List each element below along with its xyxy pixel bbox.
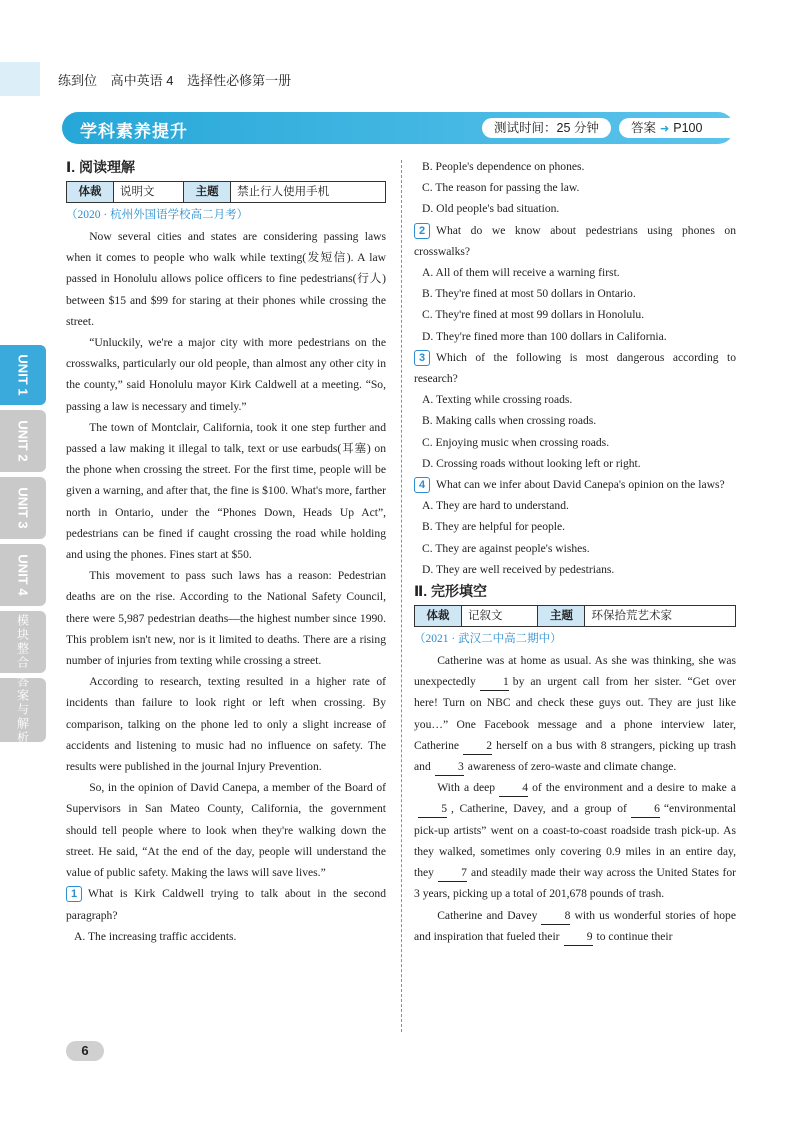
passage-paragraph: So, in the opinion of David Canepa, a member of the Board of Supervisors in San Mateo County, California, the government should tell people where to look when they're walking down the street. He said, “At the end of the day, people will understand the value of public safety. Making the laws will save lives.” — [66, 781, 386, 880]
cloze-text: and steadily made their way across the United States for 3 years, picking up a total of 201,678 pounds of trash. — [414, 866, 736, 901]
side-tab-label: UNIT 2 — [15, 420, 31, 462]
cloze-blank[interactable]: 2 — [463, 738, 492, 755]
question-stem: What is Kirk Caldwell trying to talk about in the second paragraph? — [66, 887, 386, 922]
side-tab-label: 模块整合 — [15, 614, 30, 670]
question-number: 3 — [414, 350, 430, 366]
cloze-blank[interactable]: 7 — [438, 865, 467, 882]
passage-paragraph: Now several cities and states are considering passing laws when it comes to people who walk while texting(发短信). A law passed in Honolulu allows police officers to fine pedestrians(行人) between $15 and $99 for staring at their phones while crossing the street. — [66, 230, 386, 328]
passage-paragraph: According to research, texting resulted in a higher rate of incidents than failure to look right or left when crossing. By comparison, talking on the phone led to only a slight increase of accidents and listening to music had no influence on safety. The results were published in the journal Injury Prevention. — [66, 675, 386, 774]
banner-title: 学科素养提升 — [80, 122, 188, 141]
cloze-paragraph — [414, 777, 736, 904]
left-column — [66, 156, 386, 947]
cloze-paragraph — [414, 650, 736, 777]
running-header — [58, 70, 301, 89]
header-color-block — [0, 62, 40, 96]
part2-meta-table — [414, 605, 736, 627]
cloze-text: of the environment and a desire to make a — [532, 781, 737, 795]
cloze-blank[interactable]: 1 — [480, 674, 509, 691]
course-name: 高中英语 4 — [110, 73, 174, 88]
answer-label: 答案 — [631, 121, 657, 135]
question-stem: What do we know about pedestrians using phones on crosswalks? — [414, 223, 736, 258]
cloze-text: Catherine and Davey — [437, 908, 538, 922]
option[interactable]: D. They're fined more than 100 dollars in California. — [422, 329, 667, 343]
option[interactable]: C. They're fined at most 99 dollars in Honolulu. — [422, 308, 645, 322]
side-tab-unit-3[interactable] — [0, 477, 46, 539]
part1-source: （2020 · 杭州外国语学校高二月考） — [66, 209, 249, 221]
option[interactable]: C. Enjoying music when crossing roads. — [422, 435, 610, 449]
test-time-pill — [482, 118, 611, 138]
page-number: 6 — [66, 1041, 104, 1061]
option[interactable]: D. They are well received by pedestrians. — [422, 562, 615, 576]
cloze-text: awareness of zero-waste and climate change. — [467, 760, 677, 774]
cloze-text: “environmental pick-up artists” went on a coast-to-coast roadside trash pick-up. As they walked, sometimes only covering 0.9 miles in an entire day, they — [414, 802, 736, 880]
book-name: 练到位 — [58, 73, 98, 88]
side-tab-label: UNIT 1 — [15, 354, 31, 396]
option[interactable]: B. They're fined at most 50 dollars in Ontario. — [422, 287, 636, 301]
answer-pill — [619, 118, 763, 138]
part2-heading: Ⅱ. 完形填空 — [414, 583, 488, 600]
cloze-blank[interactable]: 8 — [541, 908, 570, 925]
arrow-right-icon: ➜ — [660, 123, 670, 135]
cloze-text: to continue their — [596, 929, 673, 943]
option[interactable]: A. The increasing traffic accidents. — [74, 929, 237, 943]
side-tab-unit-1[interactable] — [0, 345, 46, 405]
theme-value: 环保拾荒艺术家 — [585, 606, 736, 627]
part2-source: （2021 · 武汉二中高二期中） — [414, 633, 562, 646]
option[interactable]: B. People's dependence on phones. — [422, 160, 585, 173]
question-stem: Which of the following is most dangerous according to research? — [414, 350, 736, 386]
cloze-blank[interactable]: 3 — [435, 759, 464, 776]
side-tab-module[interactable] — [0, 611, 46, 673]
cloze-text: , Catherine, Davey, and a group of — [450, 802, 627, 816]
cloze-text: by an urgent call from her sister. “Get over here! Turn on NBC and check these guys out. They are just like you…” One Facebook message and a phone interview later, Catherine — [414, 675, 736, 752]
side-tab-label: UNIT 3 — [15, 487, 31, 529]
option[interactable]: B. They are helpful for people. — [422, 520, 566, 534]
side-tab-label: 答案与解析 — [15, 675, 30, 745]
cloze-text: Catherine was at home as usual. As she was thinking, she was unexpectedly — [414, 654, 736, 689]
theme-value: 禁止行人使用手机 — [231, 182, 386, 203]
question-2 — [414, 220, 736, 262]
genre-key: 体裁 — [67, 182, 114, 203]
side-tab-unit-4[interactable] — [0, 544, 46, 606]
theme-key: 主题 — [538, 606, 585, 627]
theme-key: 主题 — [184, 182, 231, 203]
cloze-text: with us wonderful stories of hope and inspiration that fueled their — [414, 908, 736, 943]
option[interactable]: D. Old people's bad situation. — [422, 202, 560, 216]
passage-paragraph: “Unluckily, we're a major city with more pedestrians on the crosswalks, particularly our old people, than almost any other city in the county,” said Honolulu mayor Kirk Caldwell at a meeting. “So, passing a law is necessary and timely.” — [66, 336, 386, 413]
cloze-blank[interactable]: 6 — [631, 801, 660, 818]
cloze-blank[interactable]: 5 — [418, 801, 447, 818]
volume-name: 选择性必修第一册 — [187, 73, 292, 88]
cloze-paragraph — [414, 905, 736, 947]
option[interactable]: A. They are hard to understand. — [422, 499, 569, 513]
question-number: 4 — [414, 477, 430, 493]
side-tab-answers[interactable] — [0, 675, 46, 745]
cloze-blank[interactable]: 9 — [564, 929, 593, 946]
option[interactable]: B. Making calls when crossing roads. — [422, 414, 597, 428]
question-number: 1 — [66, 886, 82, 902]
question-number: 2 — [414, 223, 430, 239]
side-tab-unit-2[interactable] — [0, 410, 46, 472]
genre-value: 记叙文 — [462, 606, 538, 627]
side-tab-label: UNIT 4 — [15, 554, 31, 596]
question-1 — [66, 883, 386, 925]
passage-paragraph: This movement to pass such laws has a reason: Pedestrian deaths are on the rise. According to the National Safety Council, there were 5,987 pedestrian deaths—the highest number since 1990. This problem isn't new, nor is it limited to deaths. There are a rising number of injuries from texting while crossing a street. — [66, 569, 386, 668]
cloze-blank[interactable]: 4 — [499, 780, 528, 797]
part1-meta-table — [66, 181, 386, 203]
genre-key: 体裁 — [415, 606, 462, 627]
question-3 — [414, 347, 736, 389]
answer-page: P100 — [673, 121, 703, 135]
test-time-label: 测试时间：25 分钟 — [494, 121, 599, 135]
cloze-text: herself on a bus with 8 strangers, picking up trash and — [414, 738, 736, 774]
genre-value: 说明文 — [114, 182, 184, 203]
question-4 — [414, 474, 736, 495]
option[interactable]: D. Crossing roads without looking left or right. — [422, 456, 641, 470]
question-stem: What can we infer about David Canepa's opinion on the laws? — [436, 478, 725, 492]
column-divider — [401, 160, 402, 1032]
option[interactable]: C. The reason for passing the law. — [422, 181, 580, 195]
option[interactable]: A. All of them will receive a warning first. — [422, 266, 620, 280]
option[interactable]: C. They are against people's wishes. — [422, 541, 590, 555]
option[interactable]: A. Texting while crossing roads. — [422, 393, 573, 407]
cloze-text: With a deep — [437, 781, 496, 795]
passage-paragraph: The town of Montclair, California, took it one step further and passed a law making it illegal to talk, text or use earbuds(耳塞) on the phone when crossing the street. For the first time, people will be given a warning, and after that, the fine is $100. What's more, farther north in Ontario, under the “Phones Down, Heads Up Act”, pedestrians can be fined if caught crossing the road while holding and using the phones. Fines start at $50. — [66, 420, 386, 562]
part1-heading: Ⅰ. 阅读理解 — [66, 159, 135, 175]
right-column — [414, 156, 736, 947]
section-banner — [62, 112, 734, 144]
